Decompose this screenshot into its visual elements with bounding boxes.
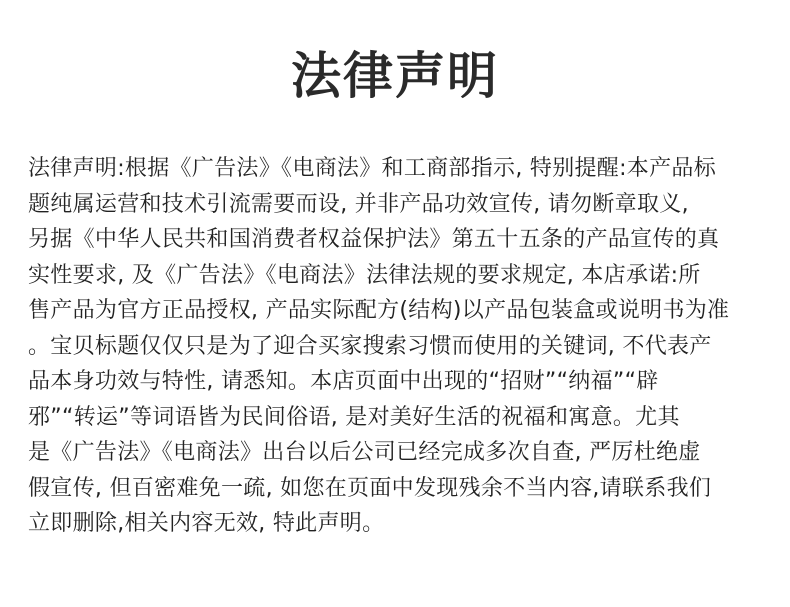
page-title: 法律声明 [291, 46, 499, 105]
text-line: 法律声明:根据《广告法》《电商法》和工商部指示, 特别提醒:本产品标 [28, 156, 717, 181]
text-line: 另据《中华人民共和国消费者权益保护法》第五十五条的产品宣传的真 [28, 227, 720, 252]
text-line: 售产品为官方正品授权, 产品实际配方(结构)以产品包装盒或说明书为准 [28, 298, 730, 323]
text-line: 。宝贝标题仅仅只是为了迎合买家搜索习惯而使用的关键词, 不代表产 [28, 333, 712, 359]
text-line: 品本身功效与特性, 请悉知。本店页面中出现的“招财”“纳福”“辟 [28, 369, 659, 394]
text-line: 立即删除,相关内容无效, 特此声明。 [28, 511, 385, 536]
text-line: 是《广告法》《电商法》出台以后公司已经完成多次自查, 严厉杜绝虚 [28, 440, 701, 465]
text-line: 题纯属运营和技术引流需要而设, 并非产品功效宣传, 请勿断章取义, [28, 191, 689, 217]
text-line: 邪”“转运”等词语皆为民间俗语, 是对美好生活的祝福和寓意。尤其 [28, 404, 680, 430]
legal-statement-text [28, 151, 766, 542]
text-line: 实性要求, 及《广告法》《电商法》法律法规的要求规定, 本店承诺:所 [28, 262, 701, 288]
text-line: 假宣传, 但百密难免一疏, 如您在页面中发现残余不当内容,请联系我们 [28, 475, 712, 501]
